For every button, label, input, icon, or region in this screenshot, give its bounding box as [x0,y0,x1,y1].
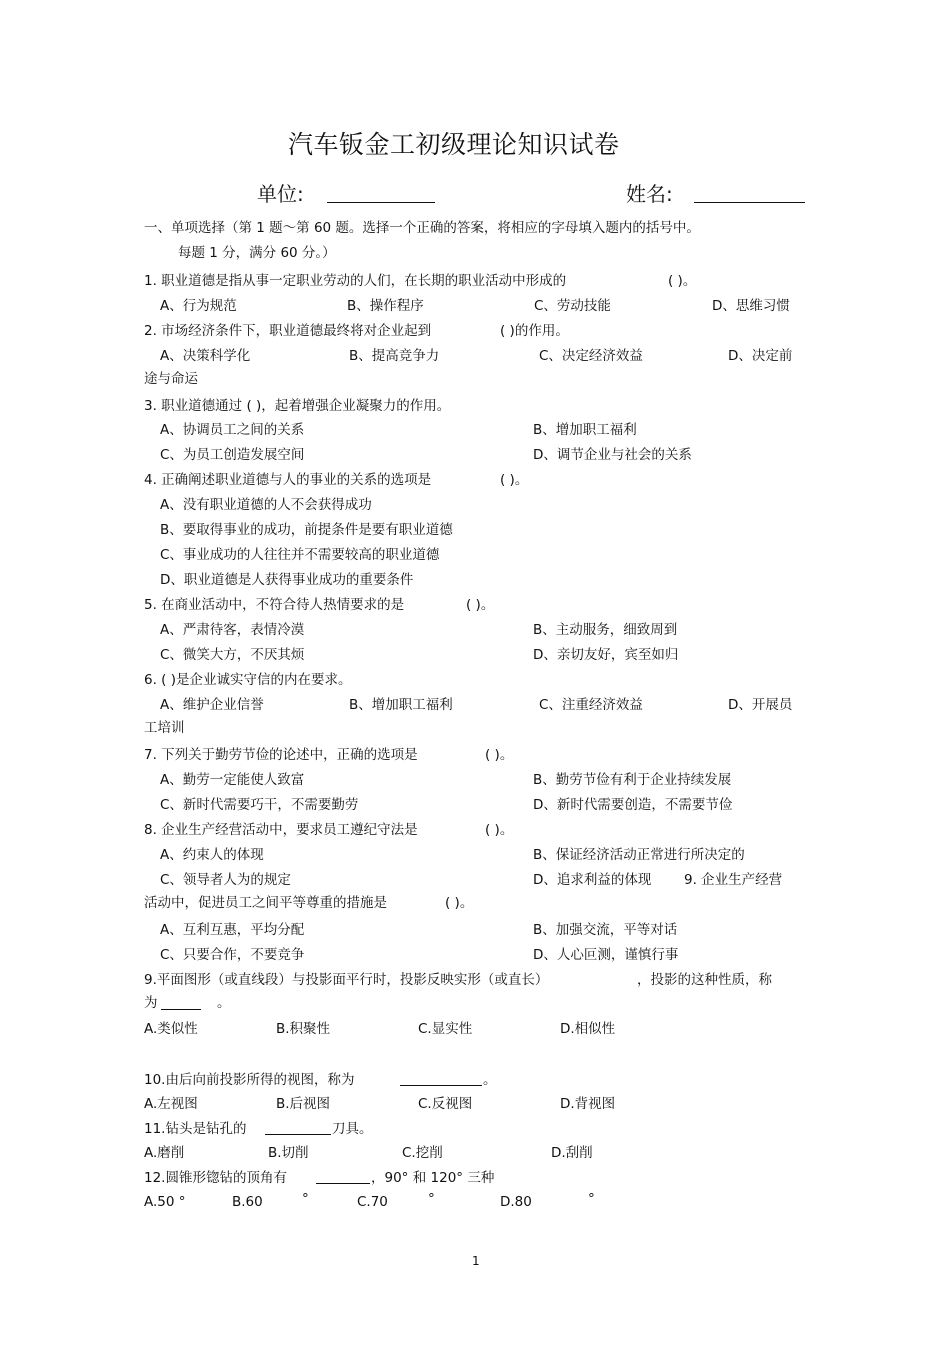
question-8-option-d: D、追求利益的体现 [533,872,652,888]
question-6-stem: 6. ( )是企业诚实守信的内在要求。 [144,672,352,688]
question-10-option-b: B.后视图 [276,1096,331,1112]
question-10-option-a: A.左视图 [144,1096,198,1112]
unit-blank[interactable] [327,202,435,203]
question-9b-stem-end: ，投影的这种性质，称 [637,972,772,988]
question-9b-stem: 9.平面图形（或直线段）与投影面平行时，投影反映实形（或直长） [144,972,549,988]
question-6-option-d-continued: 工培训 [144,720,185,736]
question-11-stem-end: 刀具。 [332,1121,373,1137]
question-1-answer-paren: ( )。 [668,273,697,289]
question-7-option-c: C、新时代需要巧干，不需要勤劳 [160,797,359,813]
question-12-stem-end: ，90° 和 120° 三种 [371,1170,495,1186]
question-9a-option-c: C、只要合作，不要竞争 [160,947,305,963]
question-2-answer-paren: ( )的作用。 [500,323,569,339]
name-label: 姓名: [626,182,673,206]
name-blank[interactable] [694,202,805,203]
question-2-stem: 2. 市场经济条件下，职业道德最终将对企业起到 [144,323,432,339]
question-10-option-c: C.反视图 [418,1096,473,1112]
question-9b-stem-period: 。 [217,995,231,1011]
question-7-option-d: D、新时代需要创造，不需要节俭 [533,797,733,813]
question-11-stem: 11.钻头是钻孔的 [144,1121,247,1137]
question-5-option-a: A、严肃待客，表情冷漠 [160,622,305,638]
question-9a-option-b: B、加强交流，平等对话 [533,922,678,938]
question-5-stem: 5. 在商业活动中，不符合待人热情要求的是 [144,597,405,613]
question-10-stem-end: 。 [483,1072,497,1088]
question-10-blank[interactable] [400,1085,482,1086]
question-9b-option-b: B.积聚性 [276,1021,331,1037]
question-4-stem: 4. 正确阐述职业道德与人的事业的关系的选项是 [144,472,432,488]
question-8-answer-paren: ( )。 [485,822,514,838]
question-2-option-d-continued: 途与命运 [144,371,198,387]
question-5-option-d: D、亲切友好，宾至如归 [533,647,679,663]
question-11-option-b: B.切削 [268,1145,309,1161]
question-11-option-d: D.刮削 [551,1145,593,1161]
question-9a-answer-paren: ( )。 [445,895,474,911]
question-6-option-d: D、开展员 [728,697,793,713]
question-12-option-b-degree: ° [302,1191,309,1207]
question-8-option-c: C、领导者人为的规定 [160,872,291,888]
question-10-stem: 10.由后向前投影所得的视图，称为 [144,1072,355,1088]
question-4-answer-paren: ( )。 [500,472,529,488]
question-1-stem: 1. 职业道德是指从事一定职业劳动的人们，在长期的职业活动中形成的 [144,273,567,289]
question-11-option-a: A.磨削 [144,1145,185,1161]
question-2-option-a: A、决策科学化 [160,348,251,364]
question-6-option-a: A、维护企业信誉 [160,697,264,713]
question-7-option-b: B、勤劳节俭有利于企业持续发展 [533,772,732,788]
question-12-option-d: D.80 [500,1194,532,1210]
question-9a-stem-start: 9. 企业生产经营 [684,872,783,888]
question-8-stem: 8. 企业生产经营活动中，要求员工遵纪守法是 [144,822,418,838]
question-12-option-b: B.60 [232,1194,263,1210]
question-3-option-a: A、协调员工之间的关系 [160,422,305,438]
section-instruction-line1: 一、单项选择（第 1 题～第 60 题。选择一个正确的答案，将相应的字母填入题内的括号中。 [144,220,700,236]
question-4-option-a: A、没有职业道德的人不会获得成功 [160,497,372,513]
question-3-stem: 3. 职业道德通过 ( )，起着增强企业凝聚力的作用。 [144,398,451,414]
question-6-option-b: B、增加职工福利 [349,697,453,713]
question-6-option-c: C、注重经济效益 [539,697,643,713]
question-1-option-d: D、思维习惯 [712,298,790,314]
question-9a-stem-continued: 活动中，促进员工之间平等尊重的措施是 [144,895,387,911]
question-5-answer-paren: ( )。 [466,597,495,613]
question-12-option-c-degree: ° [428,1191,435,1207]
question-7-stem: 7. 下列关于勤劳节俭的论述中，正确的选项是 [144,747,418,763]
question-9a-option-d: D、人心叵测，谨慎行事 [533,947,679,963]
question-12-option-a: A.50 ° [144,1194,186,1210]
question-3-option-b: B、增加职工福利 [533,422,637,438]
question-7-answer-paren: ( )。 [485,747,514,763]
page-title: 汽车钣金工初级理论知识试卷 [288,130,620,159]
question-5-option-b: B、主动服务，细致周到 [533,622,678,638]
question-9b-option-c: C.显实性 [418,1021,473,1037]
question-3-option-c: C、为员工创造发展空间 [160,447,305,463]
question-1-option-c: C、劳动技能 [534,298,611,314]
question-4-option-d: D、职业道德是人获得事业成功的重要条件 [160,572,414,588]
question-2-option-c: C、决定经济效益 [539,348,643,364]
question-2-option-d: D、决定前 [728,348,793,364]
question-12-option-d-degree: ° [588,1191,595,1207]
page-number: 1 [472,1254,480,1268]
section-instruction-line2: 每题 1 分，满分 60 分。） [178,245,336,261]
question-11-option-c: C.挖削 [402,1145,443,1161]
question-7-option-a: A、勤劳一定能使人致富 [160,772,305,788]
question-9b-option-a: A.类似性 [144,1021,198,1037]
question-8-option-a: A、约束人的体现 [160,847,264,863]
question-4-option-c: C、事业成功的人往往并不需要较高的职业道德 [160,547,440,563]
question-9b-blank[interactable] [161,1009,201,1010]
question-2-option-b: B、提高竞争力 [349,348,440,364]
question-12-option-c: C.70 [357,1194,388,1210]
question-12-stem: 12.圆锥形锪钻的顶角有 [144,1170,287,1186]
question-5-option-c: C、微笑大方，不厌其烦 [160,647,305,663]
question-1-option-a: A、行为规范 [160,298,237,314]
question-9a-option-a: A、互利互惠，平均分配 [160,922,305,938]
question-4-option-b: B、要取得事业的成功，前提条件是要有职业道德 [160,522,453,538]
question-9b-stem-line2: 为 [144,995,158,1011]
question-1-option-b: B、操作程序 [347,298,424,314]
question-10-option-d: D.背视图 [560,1096,616,1112]
unit-label: 单位: [257,182,304,206]
question-9b-option-d: D.相似性 [560,1021,616,1037]
question-12-blank[interactable] [316,1183,370,1184]
question-3-option-d: D、调节企业与社会的关系 [533,447,692,463]
question-11-blank[interactable] [265,1134,331,1135]
question-8-option-b: B、保证经济活动正常进行所决定的 [533,847,745,863]
